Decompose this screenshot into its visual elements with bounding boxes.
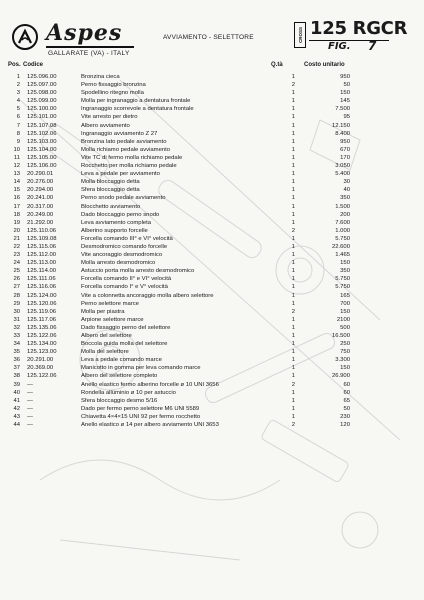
row-unit-cost: 120 <box>340 422 350 429</box>
row-code: 20.317.00 <box>27 203 54 210</box>
row-code: 125.112.00 <box>27 252 57 259</box>
row-unit-cost: 1.465 <box>335 252 350 259</box>
row-description: Desmodromico comando forcelle <box>81 243 168 250</box>
row-description: Vite arresto per dietro <box>81 114 138 121</box>
row-quantity: 1 <box>291 219 295 226</box>
logo-emblem-icon <box>12 24 38 50</box>
row-quantity: 1 <box>291 154 295 161</box>
row-description: Vite a colonnetta ancoraggio molla albero selettore <box>81 292 214 299</box>
table-row <box>0 267 424 275</box>
table-row <box>0 316 424 324</box>
row-quantity: 1 <box>291 195 295 202</box>
row-quantity: 1 <box>291 316 295 323</box>
table-row <box>0 194 424 202</box>
row-unit-cost: 150 <box>340 365 350 372</box>
row-quantity: 1 <box>291 389 295 396</box>
row-unit-cost: 3.300 <box>335 357 350 364</box>
table-row <box>0 397 424 405</box>
column-header-qta: Q.tà <box>271 62 283 68</box>
table-row <box>0 356 424 364</box>
row-quantity: 1 <box>291 252 295 259</box>
row-unit-cost: 8.400 <box>335 130 350 137</box>
row-code: 125.107.08 <box>27 122 57 129</box>
row-pos: 12 <box>13 163 20 170</box>
table-row <box>0 405 424 413</box>
row-unit-cost: 5.750 <box>335 284 350 291</box>
row-pos: 30 <box>13 308 20 315</box>
company-location: GALLARATE (VA) - ITALY <box>48 50 130 57</box>
row-code: 125.106.00 <box>27 163 57 170</box>
row-unit-cost: 50 <box>343 405 350 412</box>
row-unit-cost: 200 <box>340 211 350 218</box>
table-row <box>0 235 424 243</box>
table-row <box>0 113 424 121</box>
row-description: Arpione selettore marce <box>81 316 144 323</box>
row-pos: 16 <box>13 195 20 202</box>
row-unit-cost: 170 <box>340 154 350 161</box>
row-description: Rocchetto per molla richiamo pedale <box>81 163 177 170</box>
table-row <box>0 251 424 259</box>
row-description: Spodellino ritegno molla <box>81 90 144 97</box>
table-row <box>0 413 424 421</box>
figure-number: 7 <box>368 39 377 53</box>
row-unit-cost: 250 <box>340 341 350 348</box>
row-quantity: 1 <box>291 146 295 153</box>
row-unit-cost: 50 <box>343 82 350 89</box>
row-description: Leva a pedale comando marce <box>81 357 162 364</box>
row-description: Sfera bloccaggio detta <box>81 187 140 194</box>
row-unit-cost: 60 <box>343 381 350 388</box>
row-unit-cost: 5.750 <box>335 235 350 242</box>
row-pos: 43 <box>13 413 20 420</box>
table-row <box>0 178 424 186</box>
row-code: 125.116.06 <box>27 284 57 291</box>
row-pos: 23 <box>13 252 20 259</box>
row-description: Sfera bloccaggio desmo 5/16 <box>81 397 158 404</box>
row-unit-cost: 1.500 <box>335 203 350 210</box>
brand-logo <box>8 20 158 60</box>
row-pos: 20 <box>13 227 20 234</box>
row-code: 125.102.06 <box>27 130 57 137</box>
row-unit-cost: 16.500 <box>331 333 350 339</box>
row-pos: 38 <box>13 373 20 380</box>
row-description: Manicotto in gomma per leva comando marce <box>81 365 201 372</box>
column-header-codice: Codice <box>23 62 44 68</box>
row-code: 125.113.00 <box>27 260 57 267</box>
row-description: Boccola guida molla del selettore <box>81 341 168 348</box>
row-pos: 41 <box>13 397 20 404</box>
row-unit-cost: 950 <box>340 138 350 145</box>
row-quantity: 1 <box>291 98 295 105</box>
table-row <box>0 186 424 194</box>
row-quantity: 1 <box>291 138 295 145</box>
row-pos: 15 <box>13 187 20 194</box>
table-row <box>0 130 424 138</box>
row-code: 125.111.06 <box>27 276 56 283</box>
table-row <box>0 421 424 429</box>
row-code: 125.122.06 <box>27 333 57 339</box>
table-row <box>0 389 424 397</box>
row-pos: 25 <box>13 268 20 275</box>
table-row <box>0 332 424 340</box>
row-code: 125.096.00 <box>27 74 57 80</box>
row-quantity: 2 <box>291 82 295 89</box>
model-category-label: CROSS <box>297 26 303 43</box>
row-code: 21.292.00 <box>27 219 54 226</box>
row-quantity: 1 <box>291 349 295 356</box>
row-quantity: 1 <box>291 187 295 194</box>
row-pos: 18 <box>13 211 20 218</box>
row-pos: 9 <box>16 138 20 145</box>
row-quantity: 1 <box>291 284 295 291</box>
table-row <box>0 219 424 227</box>
row-code: 125.122.06 <box>27 373 57 380</box>
row-pos: 27 <box>13 284 20 291</box>
row-description: Molla bloccaggio detta <box>81 179 140 186</box>
row-code: 125.097.00 <box>27 82 57 89</box>
row-quantity: 1 <box>291 203 295 210</box>
row-code: — <box>27 413 33 420</box>
row-code: 125.103.00 <box>27 138 57 145</box>
row-unit-cost: 65 <box>343 397 350 404</box>
row-pos: 6 <box>16 114 20 121</box>
row-unit-cost: 40 <box>343 187 350 194</box>
row-description: Forcella comando III° e VI° velocità <box>81 235 173 242</box>
row-description: Forcella comando I° e V° velocità <box>81 284 168 291</box>
row-pos: 17 <box>13 203 20 210</box>
table-row <box>0 89 424 97</box>
row-quantity: 2 <box>291 422 295 429</box>
model-category-box <box>294 22 306 48</box>
row-description: Blocchetto avviamento <box>81 203 141 210</box>
row-pos: 37 <box>13 365 20 372</box>
row-pos: 39 <box>13 381 20 388</box>
table-row <box>0 146 424 154</box>
table-row <box>0 243 424 251</box>
row-pos: 4 <box>16 98 20 105</box>
table-row <box>0 162 424 170</box>
row-quantity: 1 <box>291 341 295 348</box>
row-unit-cost: 150 <box>340 90 350 97</box>
brand-name: Aspes <box>46 20 123 46</box>
row-quantity: 1 <box>291 276 295 283</box>
table-row <box>0 308 424 316</box>
table-row <box>0 138 424 146</box>
row-code: — <box>27 389 33 396</box>
row-description: Perno selettore marce <box>81 300 139 307</box>
table-row <box>0 170 424 178</box>
table-row <box>0 364 424 372</box>
row-pos: 32 <box>13 324 20 331</box>
table-row <box>0 275 424 283</box>
row-pos: 24 <box>13 260 20 267</box>
row-code: 125.120.06 <box>27 300 57 307</box>
row-description: Albero del selettore completo <box>81 373 158 380</box>
row-description: Leva avviamento completa <box>81 219 152 226</box>
row-unit-cost: 350 <box>340 268 350 275</box>
row-unit-cost: 1.000 <box>335 227 350 234</box>
table-row <box>0 348 424 356</box>
row-quantity: 1 <box>291 413 295 420</box>
table-row <box>0 211 424 219</box>
brand-underline <box>46 46 134 48</box>
row-description: Anello elastico ø 14 per albero avviamento UNI 3653 <box>81 422 219 429</box>
row-description: Perno fissaggio bronzina <box>81 82 146 89</box>
row-code: 125.117.06 <box>27 316 57 323</box>
row-pos: 31 <box>13 316 20 323</box>
row-pos: 19 <box>13 219 20 226</box>
row-pos: 36 <box>13 357 20 364</box>
row-description: Anello elastico fermo alberino forcelle ø 10 UNI 3656 <box>81 381 219 388</box>
row-code: 125.101.00 <box>27 114 57 121</box>
column-header-pos: Pos. <box>8 62 21 68</box>
row-pos: 1 <box>16 74 20 80</box>
row-code: 20.241.00 <box>27 195 54 202</box>
row-description: Molla arresto desmodromico <box>81 260 156 267</box>
row-description: Alberino supporto forcelle <box>81 227 148 234</box>
table-row <box>0 81 424 89</box>
row-quantity: 1 <box>291 90 295 97</box>
row-unit-cost: 22.600 <box>331 243 350 250</box>
row-unit-cost: 670 <box>340 146 350 153</box>
table-row <box>0 283 424 291</box>
row-unit-cost: 3.050 <box>335 163 350 170</box>
figure-label: FIG. <box>328 41 351 52</box>
model-number: 125 RGCR <box>310 18 408 39</box>
row-pos: 40 <box>13 389 20 396</box>
table-row <box>0 154 424 162</box>
row-unit-cost: 950 <box>340 74 350 80</box>
row-code: 125.104.00 <box>27 146 57 153</box>
row-code: — <box>27 422 33 429</box>
row-unit-cost: 230 <box>340 413 350 420</box>
row-unit-cost: 60 <box>343 389 350 396</box>
row-unit-cost: 2100 <box>336 316 350 323</box>
row-quantity: 1 <box>291 365 295 372</box>
row-unit-cost: 150 <box>340 308 350 315</box>
row-description: Vite TC di fermo molla richiamo pedale <box>81 154 183 161</box>
row-pos: 33 <box>13 333 20 339</box>
row-pos: 26 <box>13 276 20 283</box>
row-unit-cost: 750 <box>340 349 350 356</box>
parts-table <box>0 73 424 429</box>
row-quantity: 2 <box>291 308 295 315</box>
row-code: — <box>27 405 33 412</box>
row-code: 125.119.06 <box>27 308 57 315</box>
row-pos: 8 <box>16 130 20 137</box>
row-pos: 3 <box>16 90 20 97</box>
row-quantity: 1 <box>291 405 295 412</box>
table-row <box>0 340 424 348</box>
row-description: Rondella allüminio ø 10 per astuccio <box>81 389 176 396</box>
row-description: Forcella comando II° e VI° velocità <box>81 276 172 283</box>
row-quantity: 1 <box>291 106 295 113</box>
row-pos: 13 <box>13 171 20 178</box>
row-code: 125.115.06 <box>27 243 57 250</box>
table-row <box>0 105 424 113</box>
row-pos: 11 <box>13 154 20 161</box>
row-pos: 21 <box>13 235 20 242</box>
row-description: Bronzina cieca <box>81 74 120 80</box>
row-pos: 35 <box>13 349 20 356</box>
row-description: Dado bloccaggio perno snodo <box>81 211 160 218</box>
row-code: 20.290.01 <box>27 171 54 178</box>
row-description: Bronzina lato pedale avviamento <box>81 138 167 145</box>
row-code: 20.369.00 <box>27 365 54 372</box>
table-row <box>0 73 424 81</box>
row-pos: 22 <box>13 243 20 250</box>
row-quantity: 1 <box>291 268 295 275</box>
row-code: 125.100.00 <box>27 106 57 113</box>
row-code: 125.105.00 <box>27 154 57 161</box>
row-unit-cost: 145 <box>340 98 350 105</box>
row-description: Chiavetta 4×4×15 UNI 92 per fermo rocchetto <box>81 413 201 420</box>
row-code: 125.110.06 <box>27 227 57 234</box>
row-code: 20.276.00 <box>27 179 54 186</box>
row-description: Perno snodo pedale avviamento <box>81 195 166 202</box>
row-unit-cost: 150 <box>340 260 350 267</box>
row-quantity: 2 <box>291 381 295 388</box>
column-header-costo: Costo unitario <box>304 62 345 68</box>
table-row <box>0 381 424 389</box>
row-unit-cost: 5.750 <box>335 276 350 283</box>
table-row <box>0 259 424 267</box>
row-description: Molla del selettore <box>81 349 129 356</box>
table-row <box>0 292 424 300</box>
row-quantity: 1 <box>291 397 295 404</box>
row-quantity: 1 <box>291 292 295 299</box>
row-quantity: 1 <box>291 243 295 250</box>
row-unit-cost: 350 <box>340 195 350 202</box>
row-code: 125.109.08 <box>27 235 57 242</box>
row-pos: 10 <box>13 146 20 153</box>
row-pos: 14 <box>13 179 20 186</box>
row-unit-cost: 7.500 <box>335 106 350 113</box>
table-row <box>0 324 424 332</box>
row-pos: 7 <box>16 122 20 129</box>
row-unit-cost: 5.400 <box>335 171 350 178</box>
row-quantity: 1 <box>291 235 295 242</box>
row-code: 125.123.00 <box>27 349 57 356</box>
row-description: Albero del selettore <box>81 333 132 339</box>
table-row <box>0 227 424 235</box>
row-description: Molla per ingranaggio a dentatura frontale <box>81 98 191 105</box>
row-code: 125.135.06 <box>27 324 57 331</box>
row-quantity: 1 <box>291 260 295 267</box>
row-code: 125.134.00 <box>27 341 57 348</box>
row-code: 125.114.00 <box>27 268 57 275</box>
row-unit-cost: 95 <box>343 114 350 121</box>
row-code: 20.249.00 <box>27 211 54 218</box>
row-unit-cost: 12.150 <box>331 122 350 129</box>
row-code: 125.099.00 <box>27 98 57 105</box>
row-description: Molla richiamo pedale avviamento <box>81 146 171 153</box>
row-pos: 34 <box>13 341 20 348</box>
row-code: 20.294.00 <box>27 187 54 194</box>
row-quantity: 1 <box>291 114 295 121</box>
row-description: Ingranaggio scorrevole a dentatura frontale <box>81 106 194 113</box>
row-quantity: 1 <box>291 74 295 80</box>
row-unit-cost: 26.900 <box>331 373 350 380</box>
table-row <box>0 300 424 308</box>
row-quantity: 1 <box>291 324 295 331</box>
row-quantity: 1 <box>291 179 295 186</box>
row-description: Albero avviamento <box>81 122 130 129</box>
row-unit-cost: 30 <box>343 179 350 186</box>
row-description: Astuccio porta molla arresto desmodromico <box>81 268 195 275</box>
row-pos: 42 <box>13 405 20 412</box>
row-quantity: 1 <box>291 373 295 380</box>
row-code: 20.291.00 <box>27 357 54 364</box>
row-description: Vite ancoraggio desmodromico <box>81 252 163 259</box>
row-quantity: 2 <box>291 227 295 234</box>
row-quantity: 1 <box>291 357 295 364</box>
row-unit-cost: 7.600 <box>335 219 350 226</box>
row-unit-cost: 700 <box>340 300 350 307</box>
row-quantity: 1 <box>291 130 295 137</box>
row-description: Dado per fermo perno selettore M6 UNI 5589 <box>81 405 200 412</box>
row-quantity: 1 <box>291 122 295 129</box>
row-pos: 2 <box>16 82 20 89</box>
row-description: Dado fissaggio perno del selettore <box>81 324 171 331</box>
table-row <box>0 97 424 105</box>
row-quantity: 1 <box>291 333 295 339</box>
row-description: Molla per piastra <box>81 308 125 315</box>
row-quantity: 1 <box>291 163 295 170</box>
row-description: Ingranaggio avviamento Z 27 <box>81 130 158 137</box>
row-unit-cost: 165 <box>340 292 350 299</box>
table-row <box>0 203 424 211</box>
section-title: AVVIAMENTO - SELETTORE <box>163 34 254 41</box>
row-code: — <box>27 381 33 388</box>
row-quantity: 1 <box>291 300 295 307</box>
row-description: Leva a pedale per avviamento <box>81 171 160 178</box>
table-row <box>0 122 424 130</box>
row-code: 125.124.00 <box>27 292 57 299</box>
row-pos: 28 <box>13 292 20 299</box>
table-row <box>0 372 424 380</box>
row-pos: 5 <box>16 106 20 113</box>
row-code: 125.098.00 <box>27 90 57 97</box>
row-quantity: 1 <box>291 211 295 218</box>
row-quantity: 1 <box>291 171 295 178</box>
row-pos: 44 <box>13 422 20 429</box>
row-pos: 29 <box>13 300 20 307</box>
row-unit-cost: 500 <box>340 324 350 331</box>
row-code: — <box>27 397 33 404</box>
